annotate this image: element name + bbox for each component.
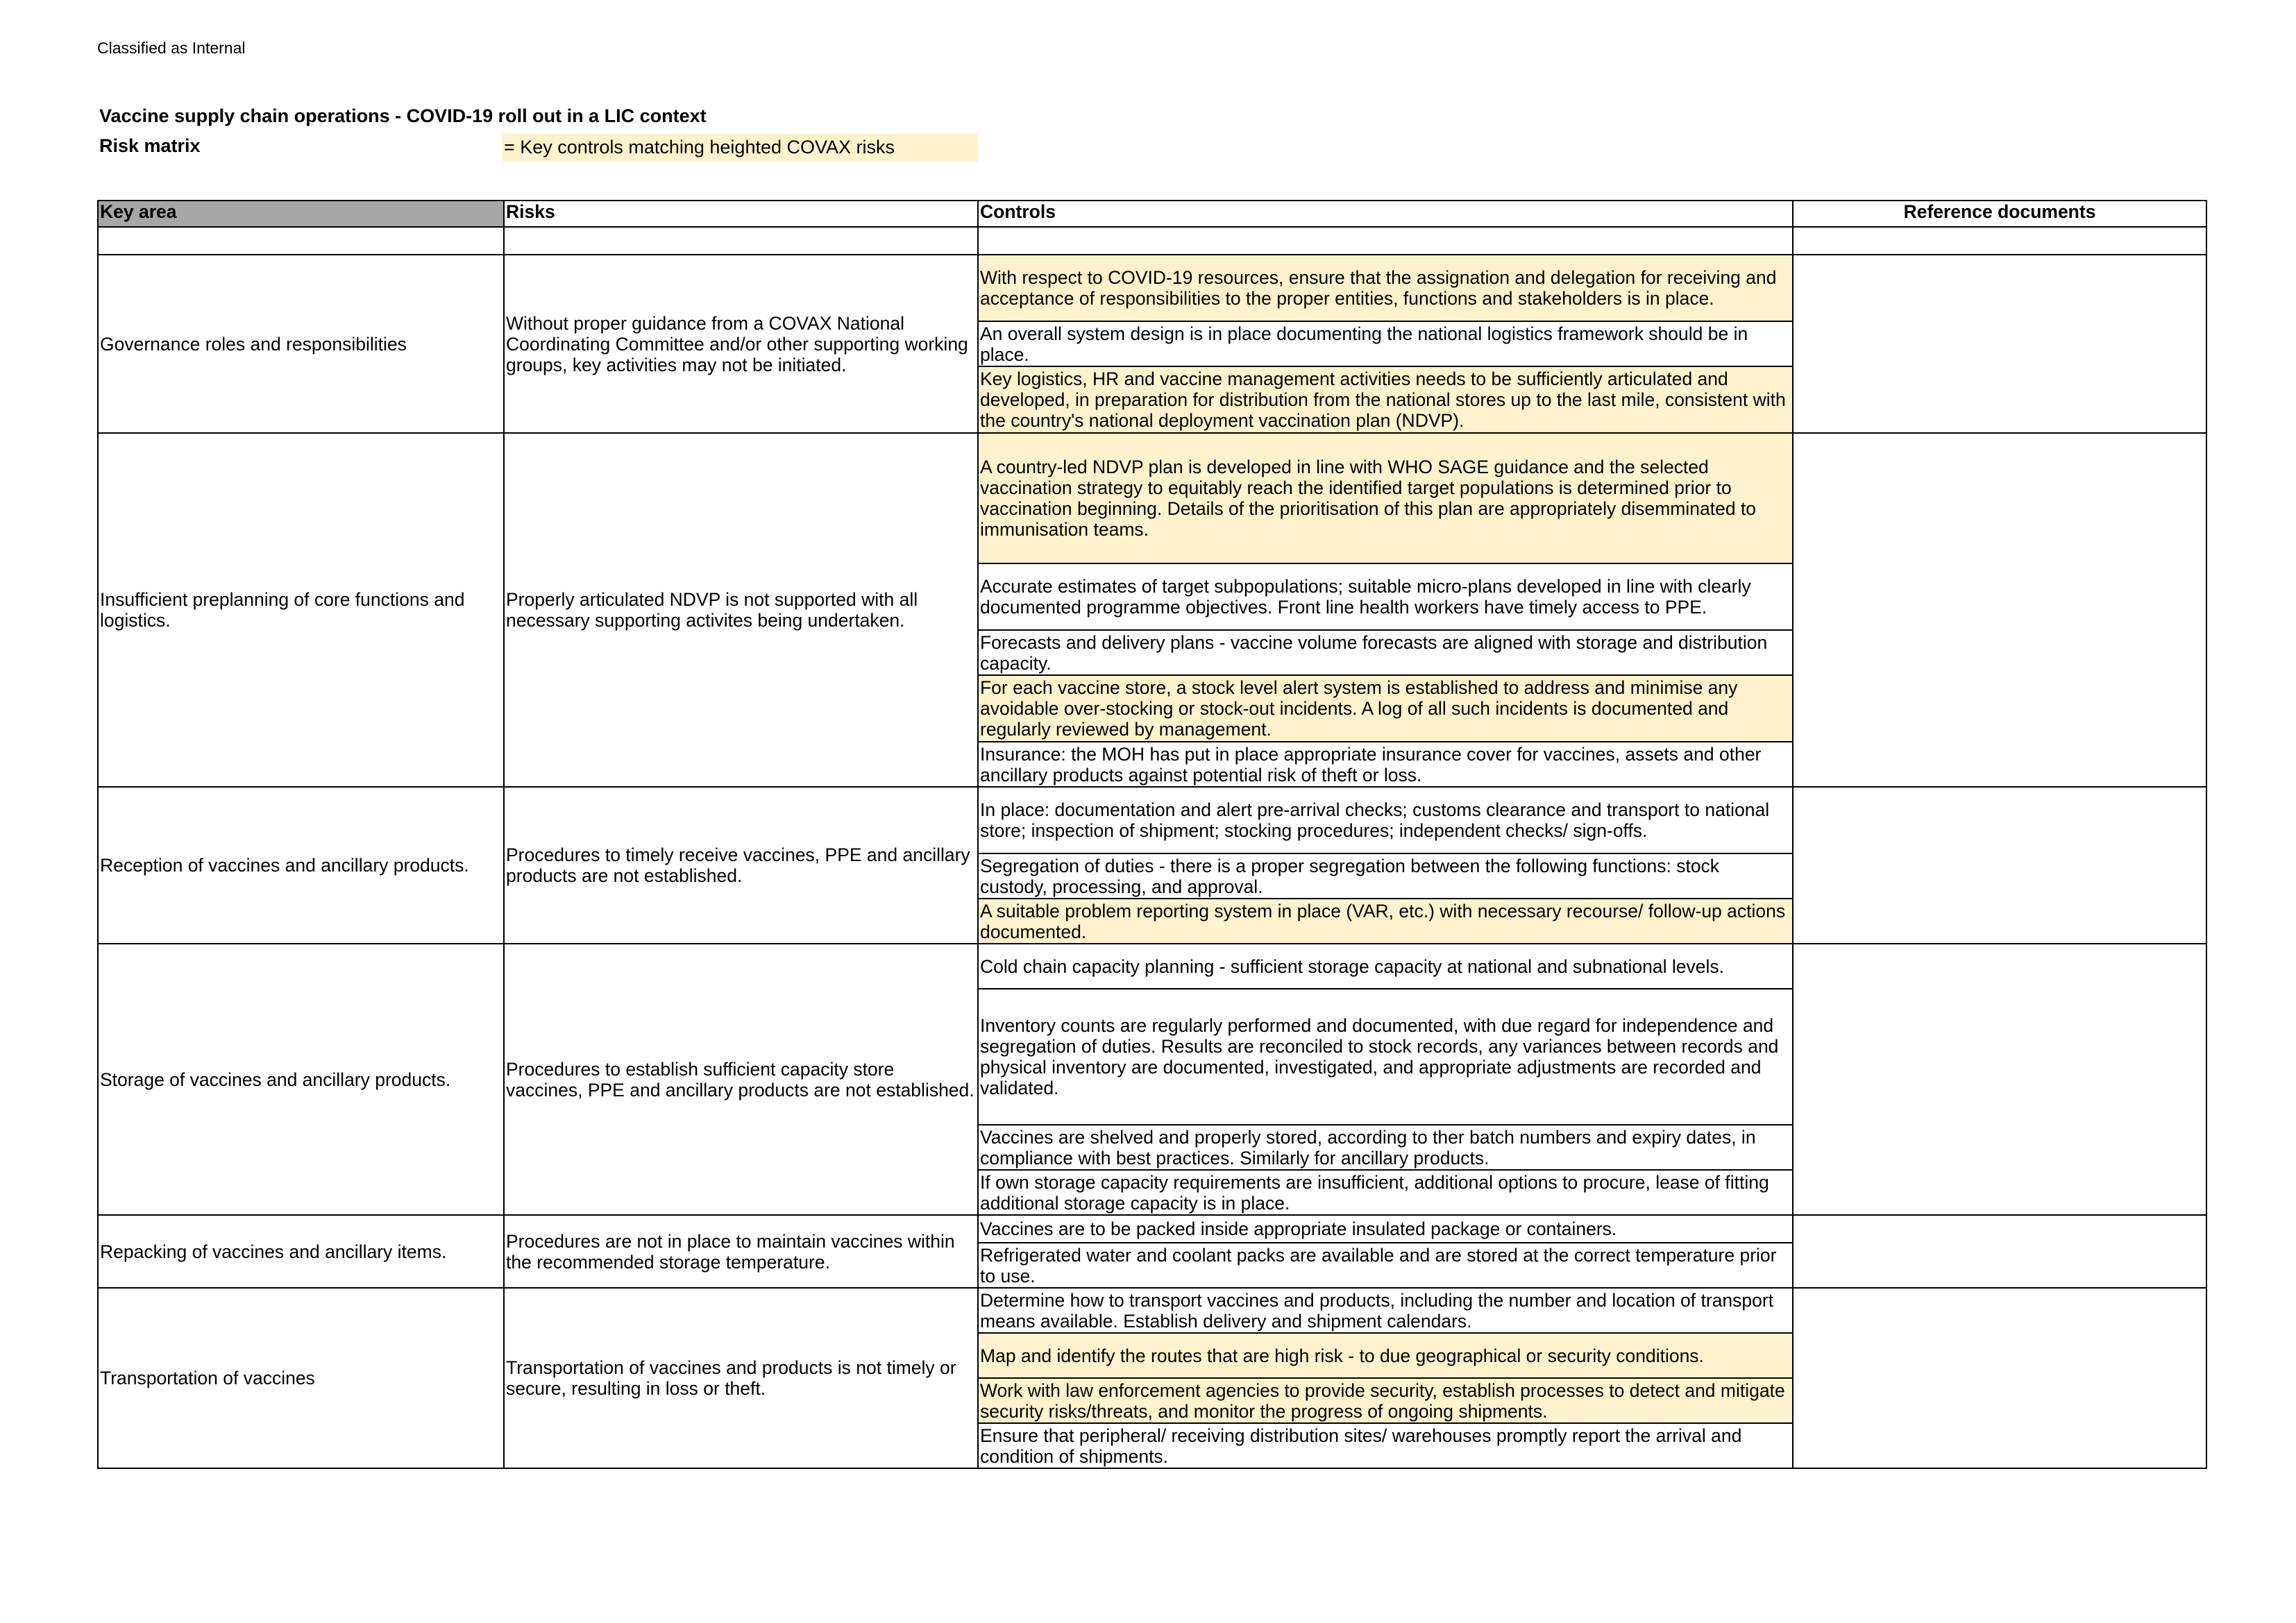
controls-header: Controls bbox=[978, 201, 1793, 227]
document-title: Vaccine supply chain operations - COVID-19 roll out in a LIC context bbox=[99, 105, 707, 126]
control-cell: For each vaccine store, a stock level alert system is established to address and minimise any avoidable over-stocking or stock-out incidents. A log of all such incidents is documented and regularly reviewed by management. bbox=[978, 675, 1793, 742]
control-cell: In place: documentation and alert pre-arrival checks; customs clearance and transport to national store; inspection of shipment; stocking procedures; independent checks/ sign-offs. bbox=[978, 787, 1793, 853]
risk-cell: Procedures are not in place to maintain vaccines within the recommended storage temperature. bbox=[504, 1215, 978, 1288]
table-row bbox=[98, 944, 2206, 989]
control-cell: A country-led NDVP plan is developed in line with WHO SAGE guidance and the selected vaccination strategy to equitably reach the identified target populations is determined prior to vaccination beginning. Details of the prioritisation of this plan are appropriately disemminated to immunisation teams. bbox=[978, 433, 1793, 563]
reference-documents-header: Reference documents bbox=[1793, 201, 2206, 227]
control-cell: Determine how to transport vaccines and products, including the number and location of transport means available. Establish delivery and shipment calendars. bbox=[978, 1288, 1793, 1333]
table-row bbox=[98, 1215, 2206, 1243]
key-area-cell: Governance roles and responsibilities bbox=[98, 255, 504, 433]
control-cell: Refrigerated water and coolant packs are available and are stored at the correct temperature prior to use. bbox=[978, 1243, 1793, 1288]
key-area-cell: Reception of vaccines and ancillary products. bbox=[98, 787, 504, 944]
risk-cell: Transportation of vaccines and products is not timely or secure, resulting in loss or theft. bbox=[504, 1288, 978, 1468]
key-area-cell: Insufficient preplanning of core functions and logistics. bbox=[98, 433, 504, 787]
table-row bbox=[98, 1288, 2206, 1333]
control-cell: Inventory counts are regularly performed and documented, with due regard for independence and segregation of duties. Results are reconciled to stock records, any variances between records and physical inventory are documented, investigated, and appropriate adjustments are recorded and validated. bbox=[978, 989, 1793, 1125]
reference-cell bbox=[1793, 1215, 2206, 1288]
control-cell: Work with law enforcement agencies to provide security, establish processes to detect and mitigate security risks/threats, and monitor the progress of ongoing shipments. bbox=[978, 1378, 1793, 1423]
empty-cell bbox=[978, 227, 1793, 255]
control-cell: Ensure that peripheral/ receiving distribution sites/ warehouses promptly report the arrival and condition of shipments. bbox=[978, 1423, 1793, 1468]
key-area-cell: Transportation of vaccines bbox=[98, 1288, 504, 1468]
control-cell: Map and identify the routes that are high risk - to due geographical or security conditions. bbox=[978, 1333, 1793, 1378]
control-cell: A suitable problem reporting system in place (VAR, etc.) with necessary recourse/ follow-up actions documented. bbox=[978, 899, 1793, 944]
table-row bbox=[98, 433, 2206, 563]
key-area-header: Key area bbox=[98, 201, 504, 227]
reference-cell bbox=[1793, 433, 2206, 787]
risk-cell: Procedures to establish sufficient capacity store vaccines, PPE and ancillary products are not established. bbox=[504, 944, 978, 1215]
risk-cell: Properly articulated NDVP is not supported with all necessary supporting activites being undertaken. bbox=[504, 433, 978, 787]
key-area-cell: Repacking of vaccines and ancillary items. bbox=[98, 1215, 504, 1288]
classification-label: Classified as Internal bbox=[97, 39, 246, 57]
empty-cell bbox=[98, 227, 504, 255]
control-cell: Forecasts and delivery plans - vaccine volume forecasts are aligned with storage and distribution capacity. bbox=[978, 630, 1793, 675]
control-cell: Insurance: the MOH has put in place appropriate insurance cover for vaccines, assets and other ancillary products against potential risk of theft or loss. bbox=[978, 742, 1793, 787]
table-row bbox=[98, 255, 2206, 321]
reference-cell bbox=[1793, 787, 2206, 944]
key-area-cell: Storage of vaccines and ancillary products. bbox=[98, 944, 504, 1215]
table-row bbox=[98, 787, 2206, 853]
empty-cell bbox=[504, 227, 978, 255]
control-cell: Vaccines are to be packed inside appropriate insulated package or containers. bbox=[978, 1215, 1793, 1243]
risks-header: Risks bbox=[504, 201, 978, 227]
reference-cell bbox=[1793, 1288, 2206, 1468]
control-cell: Cold chain capacity planning - sufficient storage capacity at national and subnational levels. bbox=[978, 944, 1793, 989]
control-cell: An overall system design is in place documenting the national logistics framework should be in place. bbox=[978, 321, 1793, 366]
reference-cell bbox=[1793, 944, 2206, 1215]
header-row bbox=[98, 201, 2206, 227]
spacer-row bbox=[98, 227, 2206, 255]
risk-matrix-label: Risk matrix bbox=[99, 135, 201, 156]
control-cell: Vaccines are shelved and properly stored, according to ther batch numbers and expiry dates, in compliance with best practices. Similarly for ancillary products. bbox=[978, 1125, 1793, 1170]
reference-cell bbox=[1793, 255, 2206, 433]
risk-matrix-table bbox=[97, 200, 2207, 1469]
control-cell: With respect to COVID-19 resources, ensure that the assignation and delegation for receiving and acceptance of responsibilities to the proper entities, functions and stakeholders is in place. bbox=[978, 255, 1793, 321]
control-cell: Accurate estimates of target subpopulations; suitable micro-plans developed in line with clearly documented programme objectives. Front line health workers have timely access to PPE. bbox=[978, 563, 1793, 630]
risk-cell: Without proper guidance from a COVAX National Coordinating Committee and/or other supporting working groups, key activities may not be initiated. bbox=[504, 255, 978, 433]
control-cell: Key logistics, HR and vaccine management activities needs to be sufficiently articulated and developed, in preparation for distribution from the national stores up to the last mile, consistent with the country's national deployment vaccination plan (NDVP). bbox=[978, 366, 1793, 433]
control-cell: If own storage capacity requirements are insufficient, additional options to procure, lease of fitting additional storage capacity is in place. bbox=[978, 1170, 1793, 1215]
control-cell: Segregation of duties - there is a proper segregation between the following functions: stock custody, processing, and approval. bbox=[978, 853, 1793, 899]
empty-cell bbox=[1793, 227, 2206, 255]
risk-cell: Procedures to timely receive vaccines, PPE and ancillary products are not established. bbox=[504, 787, 978, 944]
key-controls-legend: = Key controls matching heighted COVAX risks bbox=[502, 134, 978, 162]
